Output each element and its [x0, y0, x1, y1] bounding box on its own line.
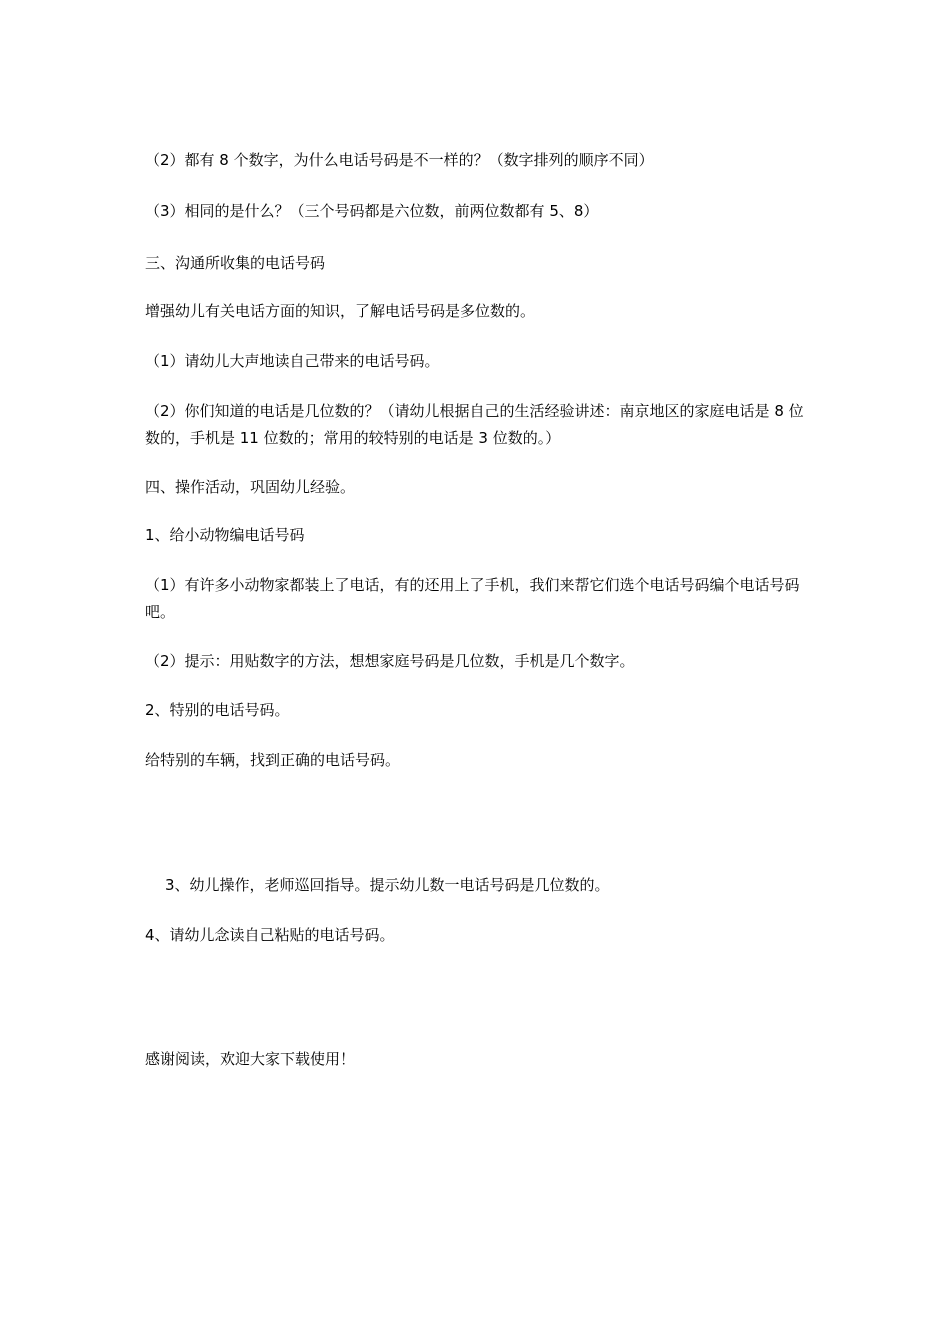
paragraph-special-vehicles: 给特别的车辆，找到正确的电话号码。 [145, 751, 401, 769]
section-heading-4: 四、操作活动，巩固幼儿经验。 [145, 478, 356, 496]
paragraph-activity-1: （1）有许多小动物家都装上了电话，有的还用上了手机，我们来帮它们选个电话号码编个电话号码吧。 [145, 576, 800, 621]
paragraph-question-2: （2）都有 8 个数字，为什么电话号码是不一样的？（数字排列的顺序不同） [145, 151, 654, 169]
paragraph-hint: （2）提示：用贴数字的方法，想想家庭号码是几位数，手机是几个数字。 [145, 652, 635, 670]
paragraph-goal: 增强幼儿有关电话方面的知识，了解电话号码是多位数的。 [145, 302, 536, 320]
subheading-4: 4、请幼儿念读自己粘贴的电话号码。 [145, 926, 395, 944]
subheading-2: 2、特别的电话号码。 [145, 701, 290, 719]
subheading-1: 1、给小动物编电话号码 [145, 526, 305, 544]
paragraph-step-2: （2）你们知道的电话是几位数的？（请幼儿根据自己的生活经验讲述：南京地区的家庭电话是 8 位数的，手机是 11 位数的；常用的较特别的电话是 3 位数的。） [145, 402, 804, 447]
paragraph-question-3: （3）相同的是什么？（三个号码都是六位数，前两位数都有 5、8） [145, 202, 599, 220]
subheading-3: 3、幼儿操作，老师巡回指导。提示幼儿数一电话号码是几位数的。 [165, 876, 610, 894]
closing-note: 感谢阅读，欢迎大家下载使用！ [145, 1050, 356, 1068]
paragraph-step-1: （1）请幼儿大声地读自己带来的电话号码。 [145, 352, 440, 370]
section-heading-3: 三、沟通所收集的电话号码 [145, 254, 326, 272]
